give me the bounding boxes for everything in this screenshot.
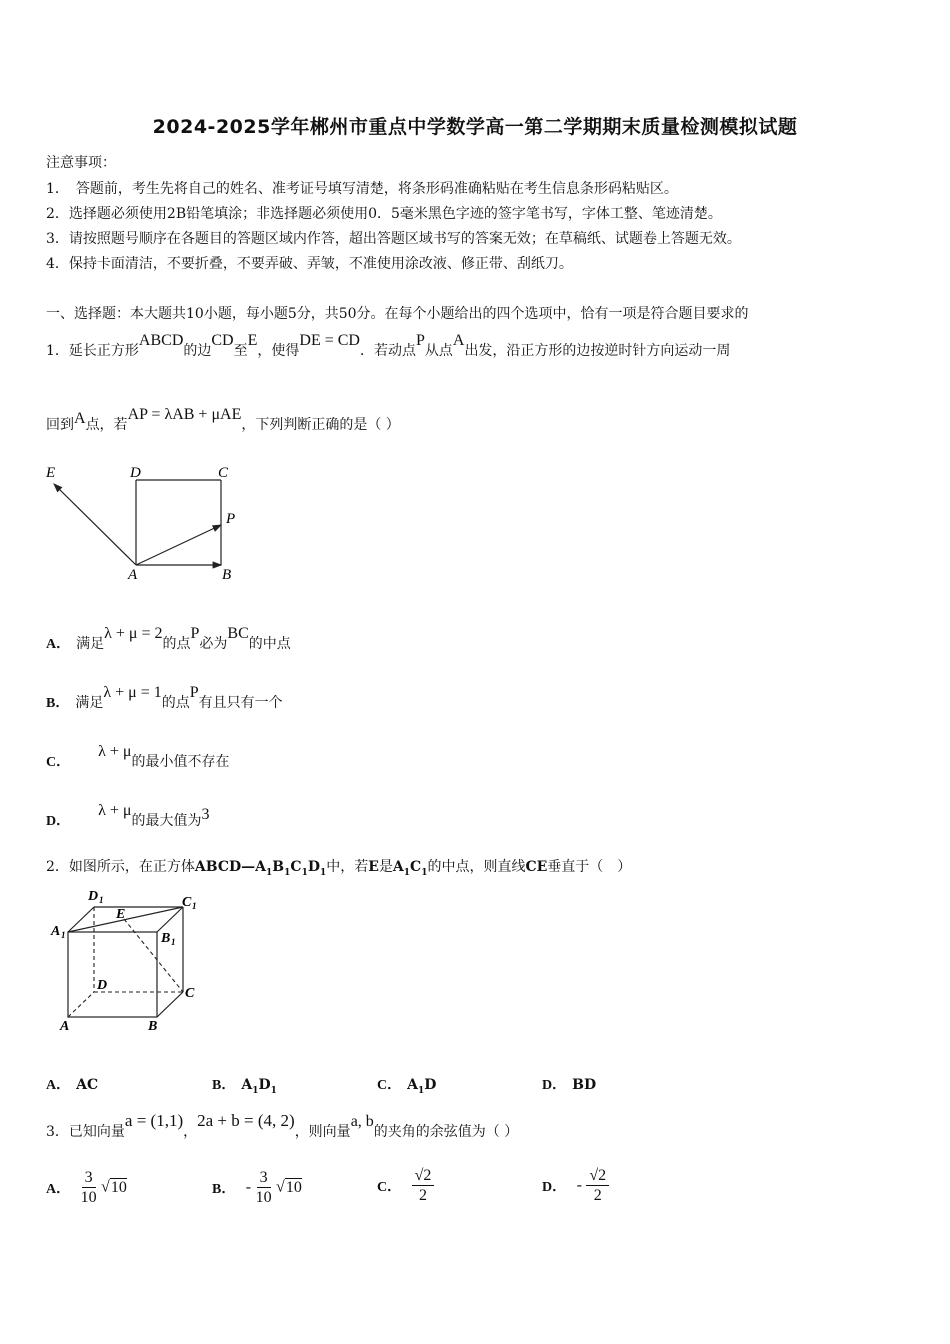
svg-text:1: 1 [171,937,176,947]
svg-text:1: 1 [192,901,197,911]
question-1-option-a[interactable]: A． 满足λ + μ = 2的点P必为BC的中点 [46,625,291,652]
question-1-stem-cont: 回到A点，若AP = λAB + μAE，下列判断正确的是（ ） [46,406,400,433]
question-2-option-b[interactable]: B． $A_1D_1$ [212,1077,277,1096]
notice-item: 1． 答题前，考生先将自己的姓名、准考证号填写清楚，将条形码准确粘贴在考生信息条形码粘贴区。 [46,181,678,197]
svg-text:1: 1 [99,895,104,905]
question-3-option-d[interactable]: D． - $\frac{√2}{2}$ [542,1166,609,1205]
notice-item: 4．保持卡面清洁，不要折叠，不要弄破、弄皱，不准使用涂改液、修正带、刮纸刀。 [46,256,573,272]
question-2-option-a[interactable]: A． AC [46,1077,99,1093]
question-3-stem: 3．已知向量a = (1,1)，2a + b = (4, 2)，则向量a, b的夹角的余弦值为（ ） [46,1111,519,1140]
question-2-stem: 2．如图所示，在正方体$ABCD—A_1B_1C_1D_1$中，若E是$A_1C_1$的中点，则直线CE垂直于（ ） [46,859,632,878]
question-2-option-c[interactable]: C． $A_1D$ [377,1077,437,1096]
label-P: P [226,511,236,527]
label-D1: D [88,889,99,904]
question-1-figure [40,460,250,585]
label-A: A [60,1019,70,1034]
question-3-option-a[interactable]: A． $\frac{3}{10}$ √10 [46,1169,127,1206]
question-3-option-c[interactable]: C． $\frac{√2}{2}$ [377,1166,434,1205]
question-2-figure [46,882,216,1037]
page-title: 2024-2025学年郴州市重点中学数学高一第二学期期末质量检测模拟试题 [152,116,798,138]
label-A: A [128,567,138,583]
question-1-option-d[interactable]: D．λ + μ的最大值为3 [46,802,210,829]
label-B1: B [161,931,171,946]
notice-item: 3．请按照题号顺序在各题目的答题区域内作答，超出答题区域书写的答案无效；在草稿纸、试题卷上答题无效。 [46,231,741,247]
svg-text:1: 1 [61,930,66,940]
label-E: E [46,465,56,481]
label-B: B [148,1019,158,1034]
label-D: D [130,465,141,481]
question-2-option-d[interactable]: D． BD [542,1077,597,1093]
question-3-option-b[interactable]: B． - $\frac{3}{10}$ √10 [212,1169,302,1206]
question-1-option-b[interactable]: B． 满足λ + μ = 1的点P有且只有一个 [46,684,283,711]
question-1-stem: 1．延长正方形ABCD的边CD至E，使得DE = CD．若动点P从点A出发，沿正方形的边按逆时针方向运动一周 [46,332,731,359]
notice-item: 2．选择题必须使用2B铅笔填涂；非选择题必须使用0．5毫米黑色字迹的签字笔书写，字体工整、笔迹清楚。 [46,206,722,222]
label-D: D [97,978,108,993]
notice-heading: 注意事项： [46,155,116,171]
label-B: B [222,567,232,583]
section-heading: 一、选择题：本大题共10小题，每小题5分，共50分。在每个小题给出的四个选项中，恰有一项是符合题目要求的 [46,306,749,322]
label-C1: C [182,895,192,910]
label-C: C [185,986,195,1001]
label-E: E [116,907,126,922]
label-C: C [218,465,229,481]
question-1-option-c[interactable]: C．λ + μ的最小值不存在 [46,743,230,770]
label-A1: A [51,924,61,939]
